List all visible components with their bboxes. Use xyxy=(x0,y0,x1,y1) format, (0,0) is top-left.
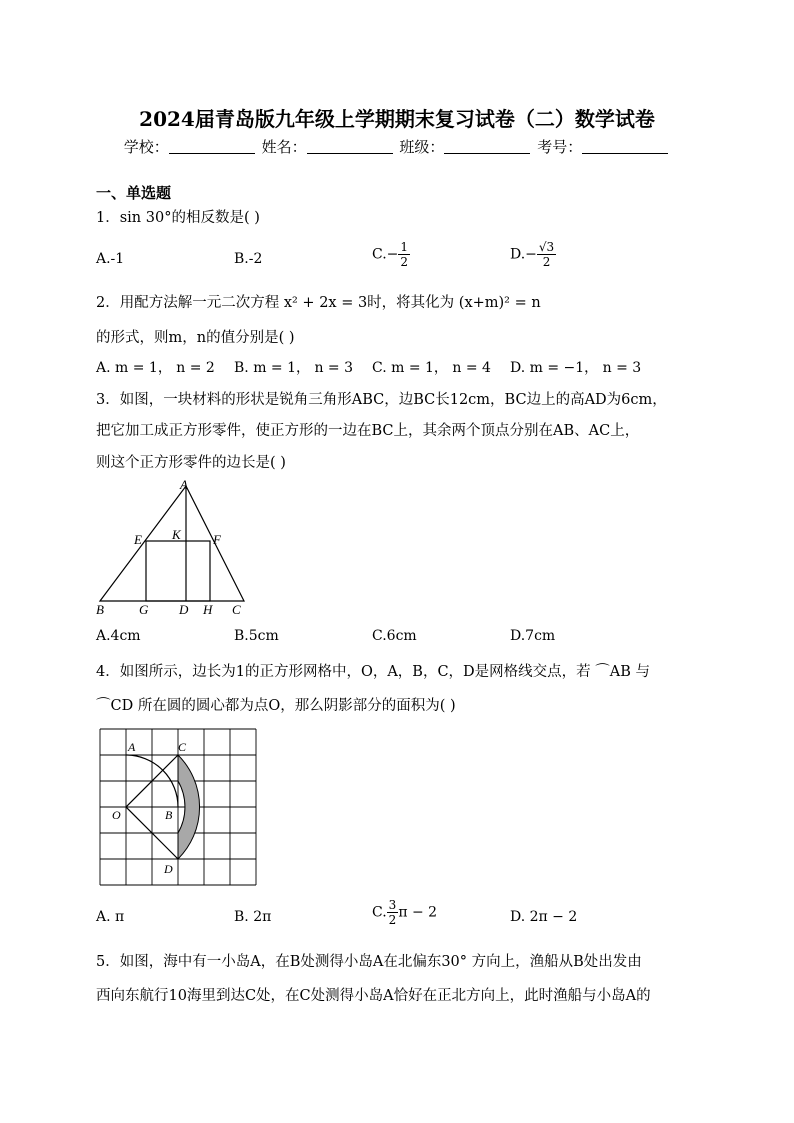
q1-option-c xyxy=(372,241,410,268)
q3-triangle-figure xyxy=(92,474,262,622)
q1-option-d-den: 2 xyxy=(542,255,551,269)
triangle-abc xyxy=(100,486,244,601)
q1-option-d xyxy=(510,241,556,268)
q3-option-d: D.7cm xyxy=(510,628,556,644)
q2-option-a: A. m = 1， n = 2 xyxy=(96,360,215,376)
q2-line2: 的形式，则m，n的值分别是( ) xyxy=(96,330,295,346)
q4-option-a: A. π xyxy=(96,909,125,925)
q4-option-c-suffix: π − 2 xyxy=(398,904,438,921)
school-label: 学校： xyxy=(123,138,169,156)
q3-line3: 则这个正方形零件的边长是( ) xyxy=(96,455,286,471)
q1-option-c-num: 1 xyxy=(400,240,409,254)
grid-label-c: C xyxy=(178,740,187,754)
label-f: F xyxy=(213,532,221,547)
q1-option-d-prefix: D.− xyxy=(510,246,537,263)
q4-option-c-prefix: C. xyxy=(372,904,387,921)
q1-stem: 1．sin 30°的相反数是( ) xyxy=(96,210,260,226)
class-blank xyxy=(444,139,530,154)
q1-option-b: B.-2 xyxy=(234,251,263,267)
square-efhg xyxy=(146,541,210,601)
q4-grid-figure xyxy=(98,727,258,887)
q1-option-d-num: √3 xyxy=(538,240,555,254)
student-info-line xyxy=(0,136,794,157)
q1-option-c-prefix: C.− xyxy=(372,246,399,263)
q2-line1: 2．用配方法解一元二次方程 x² + 2x = 3时，将其化为 (x+m)² = n xyxy=(96,295,541,311)
q4-option-b: B. 2π xyxy=(234,909,272,925)
number-blank xyxy=(582,139,668,154)
q4-option-d: D. 2π − 2 xyxy=(510,909,578,925)
label-k: K xyxy=(172,527,181,542)
label-e: E xyxy=(134,532,142,547)
q4-option-c-num: 3 xyxy=(388,898,397,912)
label-b: B xyxy=(96,602,104,617)
label-c: C xyxy=(232,602,241,617)
q1-option-a: A.-1 xyxy=(96,251,125,267)
q3-option-c: C.6cm xyxy=(372,628,417,644)
label-d: D xyxy=(179,602,189,617)
school-blank xyxy=(169,139,255,154)
q3-line2: 把它加工成正方形零件，使正方形的一边在BC上，其余两个顶点分别在AB、AC上， xyxy=(96,423,640,439)
q4-option-c xyxy=(372,899,437,926)
q3-option-a: A.4cm xyxy=(96,628,141,644)
section-title: 一、单选题 xyxy=(96,184,172,202)
grid-label-o: O xyxy=(112,808,121,822)
label-g: G xyxy=(139,602,149,617)
q1-option-c-den: 2 xyxy=(400,255,409,269)
label-h: H xyxy=(203,602,213,617)
grid-label-b: B xyxy=(165,808,173,822)
number-label: 考号： xyxy=(537,138,583,156)
name-blank xyxy=(307,139,393,154)
q5-line2: 西向东航行10海里到达C处，在C处测得小岛A恰好在正北方向上，此时渔船与小岛A的 xyxy=(96,988,651,1004)
q5-line1: 5．如图，海中有一小岛A，在B处测得小岛A在北偏东30° 方向上，渔船从B处出发由 xyxy=(96,954,642,970)
q4-line2: ⌒CD 所在圆的圆心都为点O，那么阴影部分的面积为( ) xyxy=(96,698,456,714)
class-label: 班级： xyxy=(399,138,445,156)
q2-option-c: C. m = 1， n = 4 xyxy=(372,360,491,376)
q4-option-c-den: 2 xyxy=(388,913,397,927)
grid-label-a: A xyxy=(128,740,136,754)
q3-line1: 3．如图，一块材料的形状是锐角三角形ABC，边BC长12cm，BC边上的高AD为6cm， xyxy=(96,392,667,408)
grid-label-d: D xyxy=(164,862,173,876)
q2-option-b: B. m = 1， n = 3 xyxy=(234,360,354,376)
q2-option-d: D. m = −1， n = 3 xyxy=(510,360,642,376)
q4-line1: 4．如图所示，边长为1的正方形网格中，O，A，B，C，D是网格线交点，若 ⌒AB 与 xyxy=(96,664,651,680)
q3-option-b: B.5cm xyxy=(234,628,279,644)
label-a: A xyxy=(180,477,188,492)
name-label: 姓名： xyxy=(261,138,307,156)
page-title: 2024届青岛版九年级上学期期末复习试卷（二）数学试卷 xyxy=(139,107,655,131)
